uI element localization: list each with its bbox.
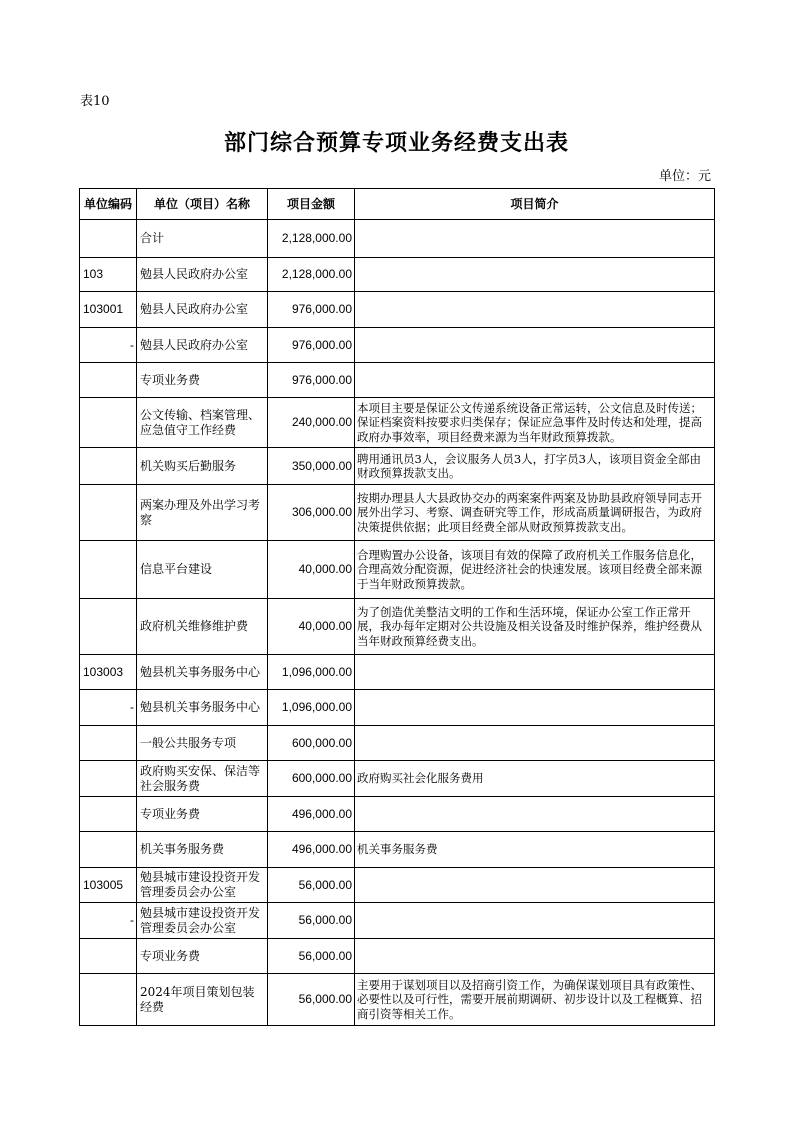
cell-amount: 496,000.00 bbox=[268, 797, 355, 832]
cell-amount: 976,000.00 bbox=[268, 363, 355, 398]
cell-unit-code bbox=[80, 797, 137, 832]
table-row bbox=[80, 448, 715, 485]
cell-unit-code: 103001 bbox=[80, 292, 137, 328]
table-row bbox=[80, 292, 715, 328]
table-row bbox=[80, 797, 715, 832]
cell-project-name: 机关事务服务费 bbox=[137, 832, 268, 868]
cell-description bbox=[355, 903, 715, 939]
table-row bbox=[80, 832, 715, 868]
cell-description bbox=[355, 258, 715, 292]
cell-description bbox=[355, 939, 715, 974]
cell-unit-code: 103005 bbox=[80, 868, 137, 903]
header-amount: 项目金额 bbox=[268, 189, 355, 220]
cell-project-name: 勉县人民政府办公室 bbox=[137, 258, 268, 292]
table-row bbox=[80, 939, 715, 974]
cell-amount: 1,096,000.00 bbox=[268, 655, 355, 690]
cell-amount: 56,000.00 bbox=[268, 903, 355, 939]
cell-project-name: 勉县城市建设投资开发管理委员会办公室 bbox=[137, 868, 268, 903]
cell-unit-code bbox=[80, 726, 137, 761]
cell-description: 按期办理县人大县政协交办的两案案件两案及协助县政府领导同志开展外出学习、考察、调查研究等工作，形成高质量调研报告，为政府决策提供依据；此项目经费全部从财政预算拨款支出。 bbox=[355, 485, 715, 541]
cell-amount: 40,000.00 bbox=[268, 541, 355, 599]
cell-unit-code bbox=[80, 761, 137, 797]
cell-project-name: 专项业务费 bbox=[137, 939, 268, 974]
budget-table bbox=[79, 188, 715, 1026]
table-row bbox=[80, 655, 715, 690]
cell-amount: 600,000.00 bbox=[268, 726, 355, 761]
cell-amount: 40,000.00 bbox=[268, 599, 355, 655]
cell-project-name: 勉县城市建设投资开发管理委员会办公室 bbox=[137, 903, 268, 939]
cell-unit-code bbox=[80, 398, 137, 448]
cell-project-name: 一般公共服务专项 bbox=[137, 726, 268, 761]
cell-description bbox=[355, 690, 715, 726]
table-row bbox=[80, 541, 715, 599]
cell-description: 合理购置办公设备，该项目有效的保障了政府机关工作服务信息化，合理高效分配资源，促进经济社会的快速发展。该项目经费全部来源于当年财政预算拨款。 bbox=[355, 541, 715, 599]
cell-description bbox=[355, 328, 715, 363]
cell-description: 本项目主要是保证公文传递系统设备正常运转，公文信息及时传送；保证档案资料按要求归类保存；保证应急事件及时传达和处理，提高政府办事效率，项目经费来源为当年财政预算拨款。 bbox=[355, 398, 715, 448]
cell-project-name: 政府机关维修维护费 bbox=[137, 599, 268, 655]
table-row bbox=[80, 761, 715, 797]
sheet-label: 表10 bbox=[80, 94, 110, 109]
cell-project-name: 合计 bbox=[137, 220, 268, 258]
cell-amount: 600,000.00 bbox=[268, 761, 355, 797]
cell-amount: 350,000.00 bbox=[268, 448, 355, 485]
cell-description: 为了创造优美整洁文明的工作和生活环境，保证办公室工作正常开展，我办每年定期对公共设施及相关设备及时维护保养，维护经费从当年财政预算经费支出。 bbox=[355, 599, 715, 655]
cell-unit-code bbox=[80, 363, 137, 398]
cell-unit-code: 103 bbox=[80, 258, 137, 292]
table-row bbox=[80, 485, 715, 541]
cell-description bbox=[355, 363, 715, 398]
cell-unit-code bbox=[80, 220, 137, 258]
cell-amount: 976,000.00 bbox=[268, 328, 355, 363]
table-row bbox=[80, 220, 715, 258]
table-row bbox=[80, 599, 715, 655]
unit-label: 单位：元 bbox=[658, 169, 711, 184]
cell-project-name: 公文传输、档案管理、应急值守工作经费 bbox=[137, 398, 268, 448]
cell-unit-code: - bbox=[80, 903, 137, 939]
cell-project-name: 勉县机关事务服务中心 bbox=[137, 690, 268, 726]
cell-amount: 976,000.00 bbox=[268, 292, 355, 328]
cell-description: 主要用于谋划项目以及招商引资工作，为确保谋划项目具有政策性、必要性以及可行性，需要开展前期调研、初步设计以及工程概算、招商引资等相关工作。 bbox=[355, 974, 715, 1026]
cell-description: 聘用通讯员3人，会议服务人员3人，打字员3人，该项目资金全部由财政预算拨款支出。 bbox=[355, 448, 715, 485]
cell-unit-code bbox=[80, 974, 137, 1026]
cell-unit-code bbox=[80, 939, 137, 974]
cell-project-name: 勉县人民政府办公室 bbox=[137, 292, 268, 328]
cell-unit-code bbox=[80, 599, 137, 655]
header-unit-code: 单位编码 bbox=[80, 189, 137, 220]
cell-description bbox=[355, 292, 715, 328]
cell-description: 政府购买社会化服务费用 bbox=[355, 761, 715, 797]
table-row bbox=[80, 398, 715, 448]
cell-unit-code: - bbox=[80, 690, 137, 726]
table-row bbox=[80, 258, 715, 292]
cell-project-name: 专项业务费 bbox=[137, 363, 268, 398]
cell-amount: 240,000.00 bbox=[268, 398, 355, 448]
table-row bbox=[80, 903, 715, 939]
table-row bbox=[80, 868, 715, 903]
cell-amount: 496,000.00 bbox=[268, 832, 355, 868]
table-row bbox=[80, 690, 715, 726]
cell-amount: 306,000.00 bbox=[268, 485, 355, 541]
cell-amount: 1,096,000.00 bbox=[268, 690, 355, 726]
cell-unit-code: 103003 bbox=[80, 655, 137, 690]
cell-project-name: 专项业务费 bbox=[137, 797, 268, 832]
table-row bbox=[80, 974, 715, 1026]
cell-project-name: 信息平台建设 bbox=[137, 541, 268, 599]
table-header-row bbox=[80, 189, 715, 220]
table-row bbox=[80, 726, 715, 761]
cell-project-name: 两案办理及外出学习考察 bbox=[137, 485, 268, 541]
table-row bbox=[80, 328, 715, 363]
cell-amount: 56,000.00 bbox=[268, 868, 355, 903]
cell-amount: 56,000.00 bbox=[268, 939, 355, 974]
table-row bbox=[80, 363, 715, 398]
cell-amount: 2,128,000.00 bbox=[268, 220, 355, 258]
cell-description bbox=[355, 868, 715, 903]
cell-description bbox=[355, 655, 715, 690]
cell-unit-code bbox=[80, 485, 137, 541]
cell-unit-code bbox=[80, 541, 137, 599]
header-description: 项目简介 bbox=[355, 189, 715, 220]
page-title: 部门综合预算专项业务经费支出表 bbox=[223, 131, 569, 156]
cell-project-name: 2024年项目策划包装经费 bbox=[137, 974, 268, 1026]
cell-description bbox=[355, 797, 715, 832]
cell-description: 机关事务服务费 bbox=[355, 832, 715, 868]
cell-unit-code: - bbox=[80, 328, 137, 363]
cell-unit-code bbox=[80, 448, 137, 485]
cell-amount: 56,000.00 bbox=[268, 974, 355, 1026]
cell-amount: 2,128,000.00 bbox=[268, 258, 355, 292]
cell-project-name: 机关购买后勤服务 bbox=[137, 448, 268, 485]
header-project-name: 单位（项目）名称 bbox=[137, 189, 268, 220]
cell-project-name: 勉县机关事务服务中心 bbox=[137, 655, 268, 690]
cell-description bbox=[355, 726, 715, 761]
cell-description bbox=[355, 220, 715, 258]
cell-unit-code bbox=[80, 832, 137, 868]
cell-project-name: 勉县人民政府办公室 bbox=[137, 328, 268, 363]
cell-project-name: 政府购买安保、保洁等社会服务费 bbox=[137, 761, 268, 797]
